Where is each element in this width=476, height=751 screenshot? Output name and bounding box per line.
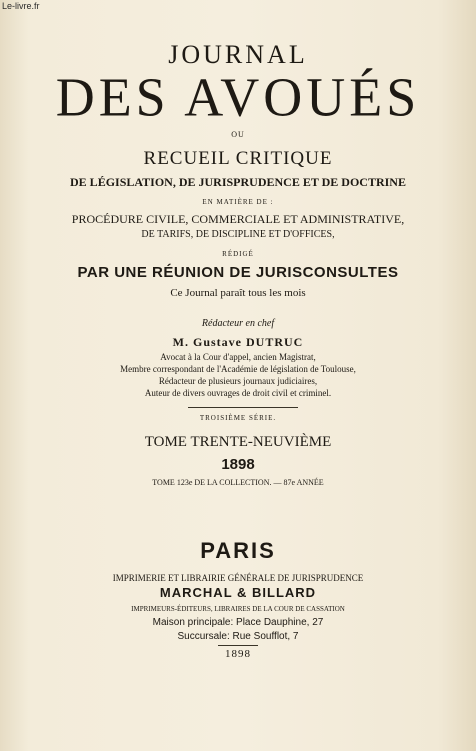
bottom-divider [218,645,258,646]
publication-note: Ce Journal paraît tous les mois [170,287,306,299]
succursale-line: Succursale: Rue Soufflot, 7 [177,631,299,642]
imprint-year: 1898 [225,648,251,660]
redige-label: RÉDIGÉ [222,250,254,258]
watermark: Le-livre.fr [2,1,40,11]
imprimeurs-line: IMPRIMEURS-ÉDITEURS, LIBRAIRES DE LA COUR DE CASSATION [131,605,345,613]
city: PARIS [200,538,276,563]
maison-line: Maison principale: Place Dauphine, 27 [152,617,324,628]
tome-year: 1898 [221,456,255,473]
matter-line-1: PROCÉDURE CIVILE, COMMERCIALE ET ADMINISTRATIVE, [71,212,405,226]
editor-line-1: Avocat à la Cour d'appel, ancien Magistrat, [160,352,316,362]
editor-line-2: Membre correspondant de l'Académie de législation de Toulouse, [120,364,356,374]
tome-heading: TOME TRENTE-NEUVIÈME [144,434,332,450]
redacteur-label: Rédacteur en chef [201,318,275,329]
publisher-name: MARCHAL & BILLARD [159,585,317,600]
matter-line-2: DE TARIFS, DE DISCIPLINE ET D'OFFICES, [141,229,335,240]
recueil-heading: RECUEIL CRITIQUE [143,148,333,169]
reunion-heading: PAR UNE RÉUNION DE JURISCONSULTES [77,264,399,281]
editor-name: M. Gustave DUTRUC [172,335,304,349]
subtitle: DE LÉGISLATION, DE JURISPRUDENCE ET DE DOCTRINE [70,175,406,189]
serie-label: TROISIÈME SÉRIE. [199,414,277,422]
journal-heading: JOURNAL [168,40,308,69]
journal-title: DES AVOUÉS [55,66,421,128]
editor-line-3: Rédacteur de plusieurs journaux judiciaires, [158,376,318,386]
collection-line: TOME 123e DE LA COLLECTION. — 87e ANNÉE [152,478,324,487]
editor-line-4: Auteur de divers ouvrages de droit civil et criminel. [144,388,332,398]
divider [188,407,298,408]
ou-label: OU [231,130,245,139]
imprimerie-line: IMPRIMERIE ET LIBRAIRIE GÉNÉRALE DE JURISPRUDENCE [112,573,364,583]
en-matiere-label: EN MATIÈRE DE : [202,198,274,206]
